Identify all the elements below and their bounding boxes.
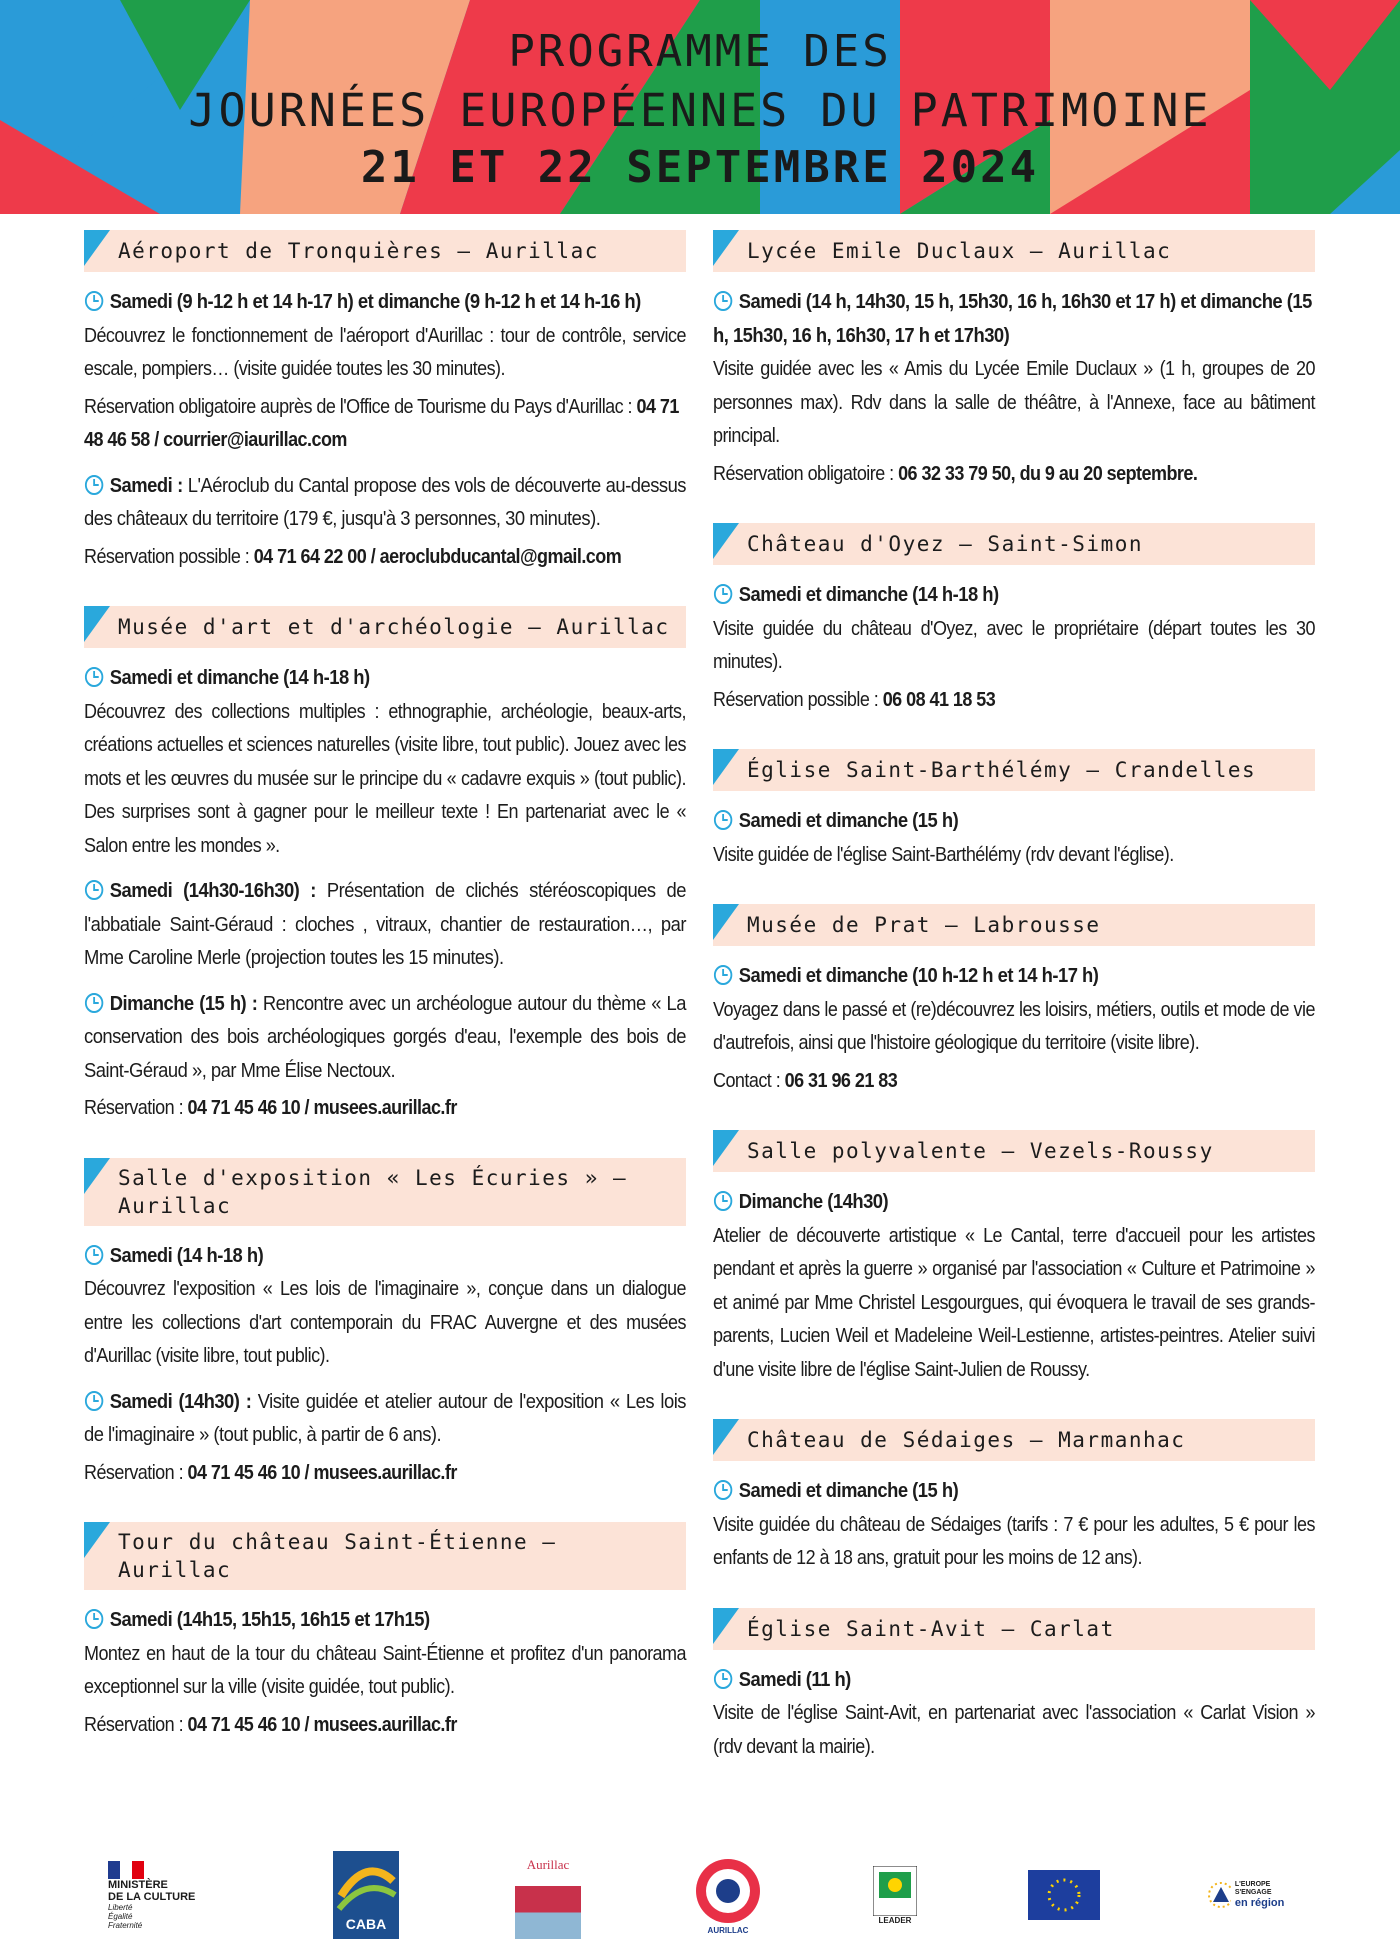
french-flag-icon [108, 1861, 144, 1879]
venue-header [713, 1130, 1315, 1172]
event-description: Visite guidée et atelier autour de l'exposition « Les lois de l'imaginaire » (tout public, à partir de 6 ans). [84, 1390, 686, 1446]
event-when: Samedi (14 h, 14h30, 15 h, 15h30, 16 h, 16h30 et 17 h) et dimanche (15 h, 15h30, 16 h, 16h30, 17 h et 17h30) [713, 291, 1312, 347]
reservation-info [713, 684, 1315, 718]
event-item [84, 1386, 686, 1491]
clock-icon [84, 879, 104, 901]
caba-logo [333, 1850, 399, 1940]
venue-title: Tour du château Saint-Étienne – Aurillac [118, 1530, 557, 1582]
event-line [713, 1664, 1315, 1698]
event-description: Visite guidée du château de Sédaiges (tarifs : 7 € pour les adultes, 5 € pour les enfants de 12 à 18 ans, gratuit pour les moins de 12 ans). [713, 1513, 1315, 1569]
event-when: Dimanche (15 h) : [109, 992, 258, 1015]
clock-icon [84, 992, 104, 1014]
pays-aurillac-logo [693, 1850, 763, 1940]
event-line [84, 1604, 686, 1638]
venue-title: Aéroport de Tronquières – Aurillac [118, 239, 599, 263]
reservation-label: Réservation possible : [713, 688, 879, 711]
venue-header [713, 1608, 1315, 1650]
venue-section [713, 1419, 1315, 1576]
section-flag-icon [713, 1130, 745, 1172]
header-title-line1: PROGRAMME DES [508, 26, 892, 77]
event-when: Dimanche (14h30) [738, 1191, 889, 1213]
venue-title: Salle d'exposition « Les Écuries » – Aurillac [118, 1165, 628, 1218]
event-when: Samedi (14h30-16h30) : [109, 880, 316, 902]
event-description: Visite guidée avec les « Amis du Lycée Emile Duclaux » (1 h, groupes de 20 personnes max). Rdv dans la salle de théâtre, à l'Annexe, face au bâtiment principal. [713, 358, 1315, 447]
pays-aurillac-text: AURILLAC [707, 1925, 749, 1935]
venue-header [84, 1522, 686, 1590]
left-column [84, 230, 686, 1774]
reservation-contact: 04 71 48 46 58 / courrier@iaurillac.com [84, 395, 679, 451]
event-when: Samedi et dimanche (15 h) [738, 810, 959, 832]
event-item [84, 662, 686, 863]
clock-icon [84, 290, 104, 312]
event-item [713, 1475, 1315, 1576]
event-item [84, 1604, 686, 1742]
europe-region-line2: en région [1234, 1897, 1285, 1909]
aurillac-logo [515, 1850, 581, 1940]
event-item [713, 579, 1315, 717]
event-description: Rencontre avec un archéologue autour du thème « La conservation des bois archéologiques gorgés d'eau, l'exemple des bois de Saint-Géraud », par Mme Élise Nectoux. [84, 992, 687, 1082]
reservation-label: Réservation : [84, 1713, 184, 1736]
event-item [84, 875, 686, 976]
event-item [713, 1664, 1315, 1765]
event-line [84, 1240, 686, 1274]
event-line [713, 805, 1315, 839]
venue-header [84, 1158, 686, 1226]
ministere-motto-1: Liberté [108, 1902, 133, 1912]
clock-icon [713, 1479, 733, 1501]
event-when: Samedi (14h15, 15h15, 16h15 et 17h15) [109, 1609, 430, 1631]
event-item [84, 988, 686, 1126]
reservation-info [84, 1092, 686, 1126]
header-title-line2: JOURNÉES EUROPÉENNES DU PATRIMOINE [188, 84, 1212, 137]
reservation-label: Réservation obligatoire : [713, 462, 894, 485]
event-when: Samedi (11 h) [738, 1668, 851, 1691]
reservation-contact: 06 31 96 21 83 [784, 1069, 898, 1092]
event-when: Samedi (14h30) : [109, 1390, 252, 1413]
ministere-motto-2: Égalité [108, 1911, 133, 1921]
venue-header [713, 904, 1315, 946]
venue-section [84, 1522, 686, 1742]
venue-title: Salle polyvalente – Vezels-Roussy [747, 1139, 1214, 1163]
header-title-dates: 21 ET 22 SEPTEMBRE 2024 [360, 142, 1040, 193]
event-item [713, 1186, 1315, 1387]
section-flag-icon [84, 606, 116, 648]
reservation-contact: 04 71 45 46 10 / musees.aurillac.fr [187, 1713, 457, 1736]
venue-section [84, 1158, 686, 1491]
reservation-label: Contact : [713, 1069, 781, 1092]
ministere-motto-3: Fraternité [108, 1920, 143, 1930]
venue-section [713, 1608, 1315, 1765]
reservation-contact: 04 71 45 46 10 / musees.aurillac.fr [187, 1097, 457, 1119]
leader-logo [873, 1850, 917, 1940]
reservation-info [713, 1065, 1315, 1099]
svg-text:CABA: CABA [345, 1916, 387, 1932]
event-description: Montez en haut de la tour du château Saint-Étienne et profitez d'un panorama exceptionnel sur la ville (visite guidée, tout public). [84, 1642, 686, 1698]
event-description: Atelier de découverte artistique « Le Cantal, terre d'accueil pour les artistes pendant et après la guerre » organisé par l'association « Culture et Patrimoine » et animé par Mme Christel Lesgourgues, qui évoquera le travail de ses grands-parents, Lucien Weil et Madeleine Weil-Lestienne, artistes-peintres. Atelier suivi d'une visite libre de l'église Saint-Julien de Roussy. [713, 1224, 1315, 1381]
region-triangle-icon [1208, 1882, 1231, 1908]
section-flag-icon [713, 1608, 745, 1650]
event-line [84, 875, 686, 976]
section-flag-icon [713, 749, 745, 791]
event-line [713, 1186, 1315, 1220]
reservation-info [84, 391, 686, 458]
ministere-line2: DE LA CULTURE [108, 1890, 196, 1903]
event-line [84, 988, 686, 1089]
reservation-contact: 04 71 64 22 00 / aeroclubducantal@gmail.com [253, 545, 622, 568]
venue-header [713, 749, 1315, 791]
venue-title: Château de Sédaiges – Marmanhac [747, 1428, 1186, 1452]
clock-icon [84, 1244, 104, 1266]
event-when: Samedi (14 h-18 h) [109, 1244, 264, 1267]
europe-region-logo [1208, 1850, 1300, 1940]
reservation-info [84, 1457, 686, 1491]
section-flag-icon [713, 904, 745, 946]
clock-icon [713, 964, 733, 986]
venue-title: Musée de Prat – Labrousse [747, 913, 1101, 937]
venue-section [713, 1130, 1315, 1387]
header-banner [0, 0, 1400, 214]
event-when: Samedi et dimanche (15 h) [738, 1480, 959, 1502]
pays-aurillac-emblem-icon [693, 1856, 763, 1926]
section-flag-icon [84, 1158, 116, 1200]
event-when: Samedi et dimanche (14 h-18 h) [109, 667, 370, 689]
reservation-contact: 06 32 33 79 50, du 9 au 20 septembre. [898, 462, 1198, 485]
event-description: Présentation de clichés stéréoscopiques de l'abbatiale Saint-Géraud : cloches , vitraux, chantier de restauration…, par Mme Caroline Merle (projection toutes les 15 minutes). [84, 880, 687, 969]
venue-header [713, 1419, 1315, 1461]
event-item [84, 470, 686, 575]
clock-icon [713, 1190, 733, 1212]
event-item [84, 1240, 686, 1374]
section-flag-icon [84, 1522, 116, 1564]
reservation-info [84, 541, 686, 575]
venue-section [713, 749, 1315, 872]
clock-icon [84, 474, 104, 496]
reservation-info [84, 1709, 686, 1743]
event-description: Découvrez des collections multiples : ethnographie, archéologie, beaux-arts, créations actuelles et sciences naturelles (visite libre, tout public). Jouez avec les mots et les œuvres du musée sur le principe du « cadavre exquis » (tout public). Des surprises sont à gagner pour le meilleur texte ! En partenariat avec le « Salon entre les mondes ». [84, 700, 686, 857]
event-item [713, 960, 1315, 1098]
clock-icon [713, 809, 733, 831]
clock-icon [713, 583, 733, 605]
right-column [713, 230, 1315, 1796]
reservation-label: Réservation obligatoire auprès de l'Office de Tourisme du Pays d'Aurillac : [84, 395, 633, 418]
event-line [84, 286, 686, 320]
europe-region-line1: L'EUROPE S'ENGAGE [1234, 1881, 1272, 1896]
reservation-label: Réservation : [84, 1461, 184, 1484]
venue-section [713, 230, 1315, 491]
event-item [713, 805, 1315, 872]
event-description: Découvrez l'exposition « Les lois de l'imaginaire », conçue dans un dialogue entre les collections d'art contemporain du FRAC Auvergne et des musées d'Aurillac (visite libre, tout public). [84, 1278, 686, 1367]
clock-icon [84, 1608, 104, 1630]
venue-header [84, 230, 686, 272]
event-line [84, 1386, 686, 1453]
eu-flag-logo [1028, 1850, 1100, 1940]
reservation-info [713, 458, 1315, 492]
ministere-culture-logo [108, 1850, 218, 1940]
event-description: Visite guidée de l'église Saint-Barthélémy (rdv devant l'église). [713, 843, 1174, 866]
clock-icon [84, 1390, 104, 1412]
section-flag-icon [713, 230, 745, 272]
venue-header [84, 606, 686, 648]
reservation-contact: 06 08 41 18 53 [882, 688, 996, 711]
event-line [713, 960, 1315, 994]
section-flag-icon [713, 1419, 745, 1461]
venue-title: Château d'Oyez – Saint-Simon [747, 532, 1144, 556]
caba-emblem-icon [333, 1851, 399, 1939]
leader-emblem-icon [873, 1866, 917, 1916]
venue-header [713, 230, 1315, 272]
event-line [713, 579, 1315, 613]
venue-section [713, 904, 1315, 1098]
event-description: Voyagez dans le passé et (re)découvrez les loisirs, métiers, outils et mode de vie d'autrefois, ainsi que l'histoire géologique du territoire (visite libre). [713, 998, 1315, 1054]
event-line [84, 470, 686, 537]
venue-section [713, 523, 1315, 717]
venue-title: Musée d'art et d'archéologie – Aurillac [118, 615, 670, 639]
event-description: Visite de l'église Saint-Avit, en partenariat avec l'association « Carlat Vision » (rdv devant la mairie). [713, 1702, 1315, 1758]
venue-header [713, 523, 1315, 565]
reservation-label: Réservation possible : [84, 545, 250, 568]
event-description: L'Aéroclub du Cantal propose des vols de découverte au-dessus des châteaux du territoire (179 €, jusqu'à 3 personnes, 30 minutes). [84, 474, 687, 530]
event-when: Samedi et dimanche (10 h-12 h et 14 h-17 h) [738, 965, 1099, 987]
eu-flag-icon [1028, 1870, 1100, 1920]
event-item [84, 286, 686, 458]
ministere-line1: MINISTÈRE [108, 1878, 168, 1891]
event-description: Découvrez le fonctionnement de l'aéroport d'Aurillac : tour de contrôle, service escale, pompiers… (visite guidée toutes les 30 minutes). [84, 324, 686, 380]
event-description: Visite guidée du château d'Oyez, avec le propriétaire (départ toutes les 30 minutes). [713, 617, 1315, 673]
event-line [84, 662, 686, 696]
clock-icon [713, 1668, 733, 1690]
venue-title: Église Saint-Barthélémy – Crandelles [747, 758, 1257, 782]
aurillac-logo-text: Aurillac [526, 1857, 570, 1872]
venue-title: Église Saint-Avit – Carlat [747, 1616, 1115, 1641]
event-line [713, 286, 1315, 353]
section-flag-icon [84, 230, 116, 272]
partner-logos [0, 1850, 1400, 1940]
leader-text: LEADER [878, 1915, 912, 1925]
event-when: Samedi : [109, 474, 183, 497]
clock-icon [713, 290, 733, 312]
event-line [713, 1475, 1315, 1509]
section-flag-icon [713, 523, 745, 565]
reservation-label: Réservation : [84, 1097, 184, 1119]
reservation-contact: 04 71 45 46 10 / musees.aurillac.fr [187, 1461, 457, 1484]
event-when: Samedi et dimanche (14 h-18 h) [738, 584, 999, 606]
event-item [713, 286, 1315, 491]
event-when: Samedi (9 h-12 h et 14 h-17 h) et dimanche (9 h-12 h et 14 h-16 h) [109, 291, 641, 313]
venue-title: Lycée Emile Duclaux – Aurillac [747, 239, 1172, 263]
clock-icon [84, 666, 104, 688]
venue-section [84, 230, 686, 574]
venue-section [84, 606, 686, 1126]
